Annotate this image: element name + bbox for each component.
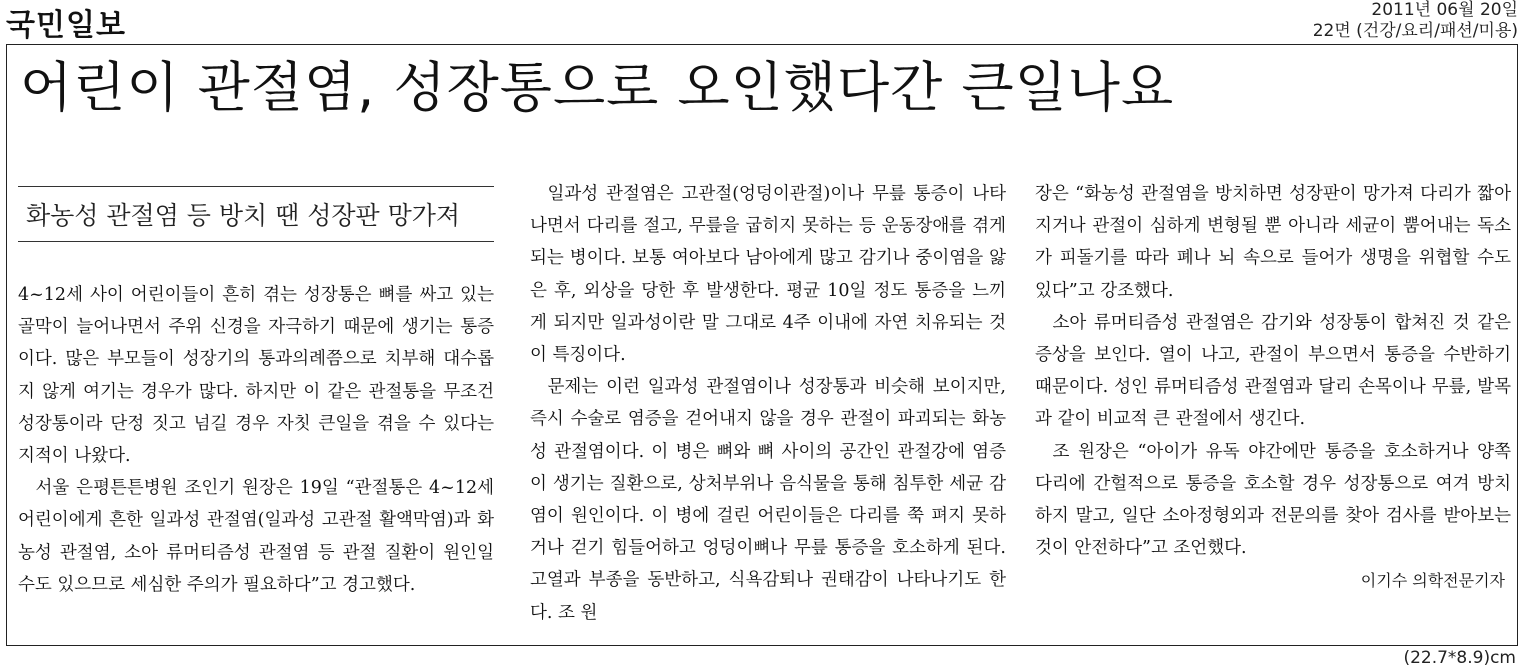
page-section: 22면 (건강/요리/패션/미용) [1312,21,1518,41]
paragraph: 4~12세 사이 어린이들이 흔히 겪는 성장통은 뼈를 싸고 있는 골막이 늘어나면서 주위 신경을 자극하기 때문에 생기는 통증이다. 많은 부모들이 성장기의 통과의례쯤으로 치부해 대수롭지 않게 여기는 경우가 많다. 하지만 이 같은 관절통을 무조건 성장통이라 단정 짓고 넘길 경우 자칫 큰일을 겪을 수 있다는 지적이 나왔다. [18,285,494,467]
paragraph: 문제는 이런 일과성 관절염이나 성장통과 비슷해 보이지만, 즉시 수술로 염증을 걷어내지 않을 경우 관절이 파괴되는 화농성 관절염이다. 이 병은 뼈와 뼈 사이의 공간인 관절강에 염증이 생기는 질환으로, 상처부위나 음식물을 통해 침투한 세균 감염이 원인이다. 이 병에 걸린 어린이들은 다리를 쭉 펴지 못하거나 걷기 힘들어하고 엉덩이뼈나 무릎 통증을 호소하게 된다. 고열과 부종을 동반하고, 식욕감퇴나 권태감이 나타나기도 한다. 조 원 [530,377,1006,623]
issue-date: 2011년 06월 20일 [1371,0,1518,20]
paragraph: 조 원장은 “아이가 유독 야간에만 통증을 호소하거나 양쪽 다리에 간헐적으로 통증을 호소할 경우 성장통으로 여겨 방치하지 말고, 일단 소아정형외과 전문의를 찾아 검사를 받아보는 것이 안전하다”고 조언했다. [1035,441,1511,559]
paragraph: 일과성 관절염은 고관절(엉덩이관절)이나 무릎 통증이 나타나면서 다리를 절고, 무릎을 굽히지 못하는 등 운동장애를 겪게 되는 병이다. 보통 여아보다 남아에게 많고 감기나 중이염을 앓은 후, 외상을 당한 후 발생한다. 평균 10일 정도 통증을 느끼게 되지만 일과성이란 말 그대로 4주 이내에 자연 치유되는 것이 특징이다. [530,184,1006,366]
paragraph: 소아 류머티즘성 관절염은 감기와 성장통이 합쳐진 것 같은 증상을 보인다. 열이 나고, 관절이 부으면서 통증을 수반하기 때문이다. 성인 류머티즘성 관절염과 달리 손목이나 무릎, 발목과 같이 비교적 큰 관절에서 생긴다. [1035,312,1511,430]
dateline [1313,0,1518,42]
newspaper-logo: 국민일보 [6,8,126,43]
article-column-3 [1035,178,1511,591]
article-headline: 어린이 관절염, 성장통으로 오인했다간 큰일나요 [20,56,1175,119]
paragraph: 장은 “화농성 관절염을 방치하면 성장판이 망가져 다리가 짧아지거나 관절이 심하게 변형될 뿐 아니라 세균이 뿜어내는 독소가 피돌기를 따라 폐나 뇌 속으로 들어가 생명을 위협할 수도 있다”고 강조했다. [1035,184,1511,301]
article-column-1 [18,178,494,601]
masthead [0,0,1524,44]
article-column-2 [530,178,1006,629]
subhead-box [18,186,494,242]
paragraph: 서울 은평튼튼병원 조인기 원장은 19일 “관절통은 4~12세 어린이에게 흔한 일과성 관절염(일과성 고관절 활액막염)과 화농성 관절염, 소아 류머티즘성 관절염 등 관절 질환이 원인일 수도 있으므로 세심한 주의가 필요하다”고 경고했다. [18,478,494,595]
clipping-size: (22.7*8.9)cm [1403,648,1516,668]
byline: 이기수 의학전문기자 [1360,571,1505,591]
article-subhead: 화농성 관절염 등 방치 땐 성장판 망가져 [26,201,461,230]
